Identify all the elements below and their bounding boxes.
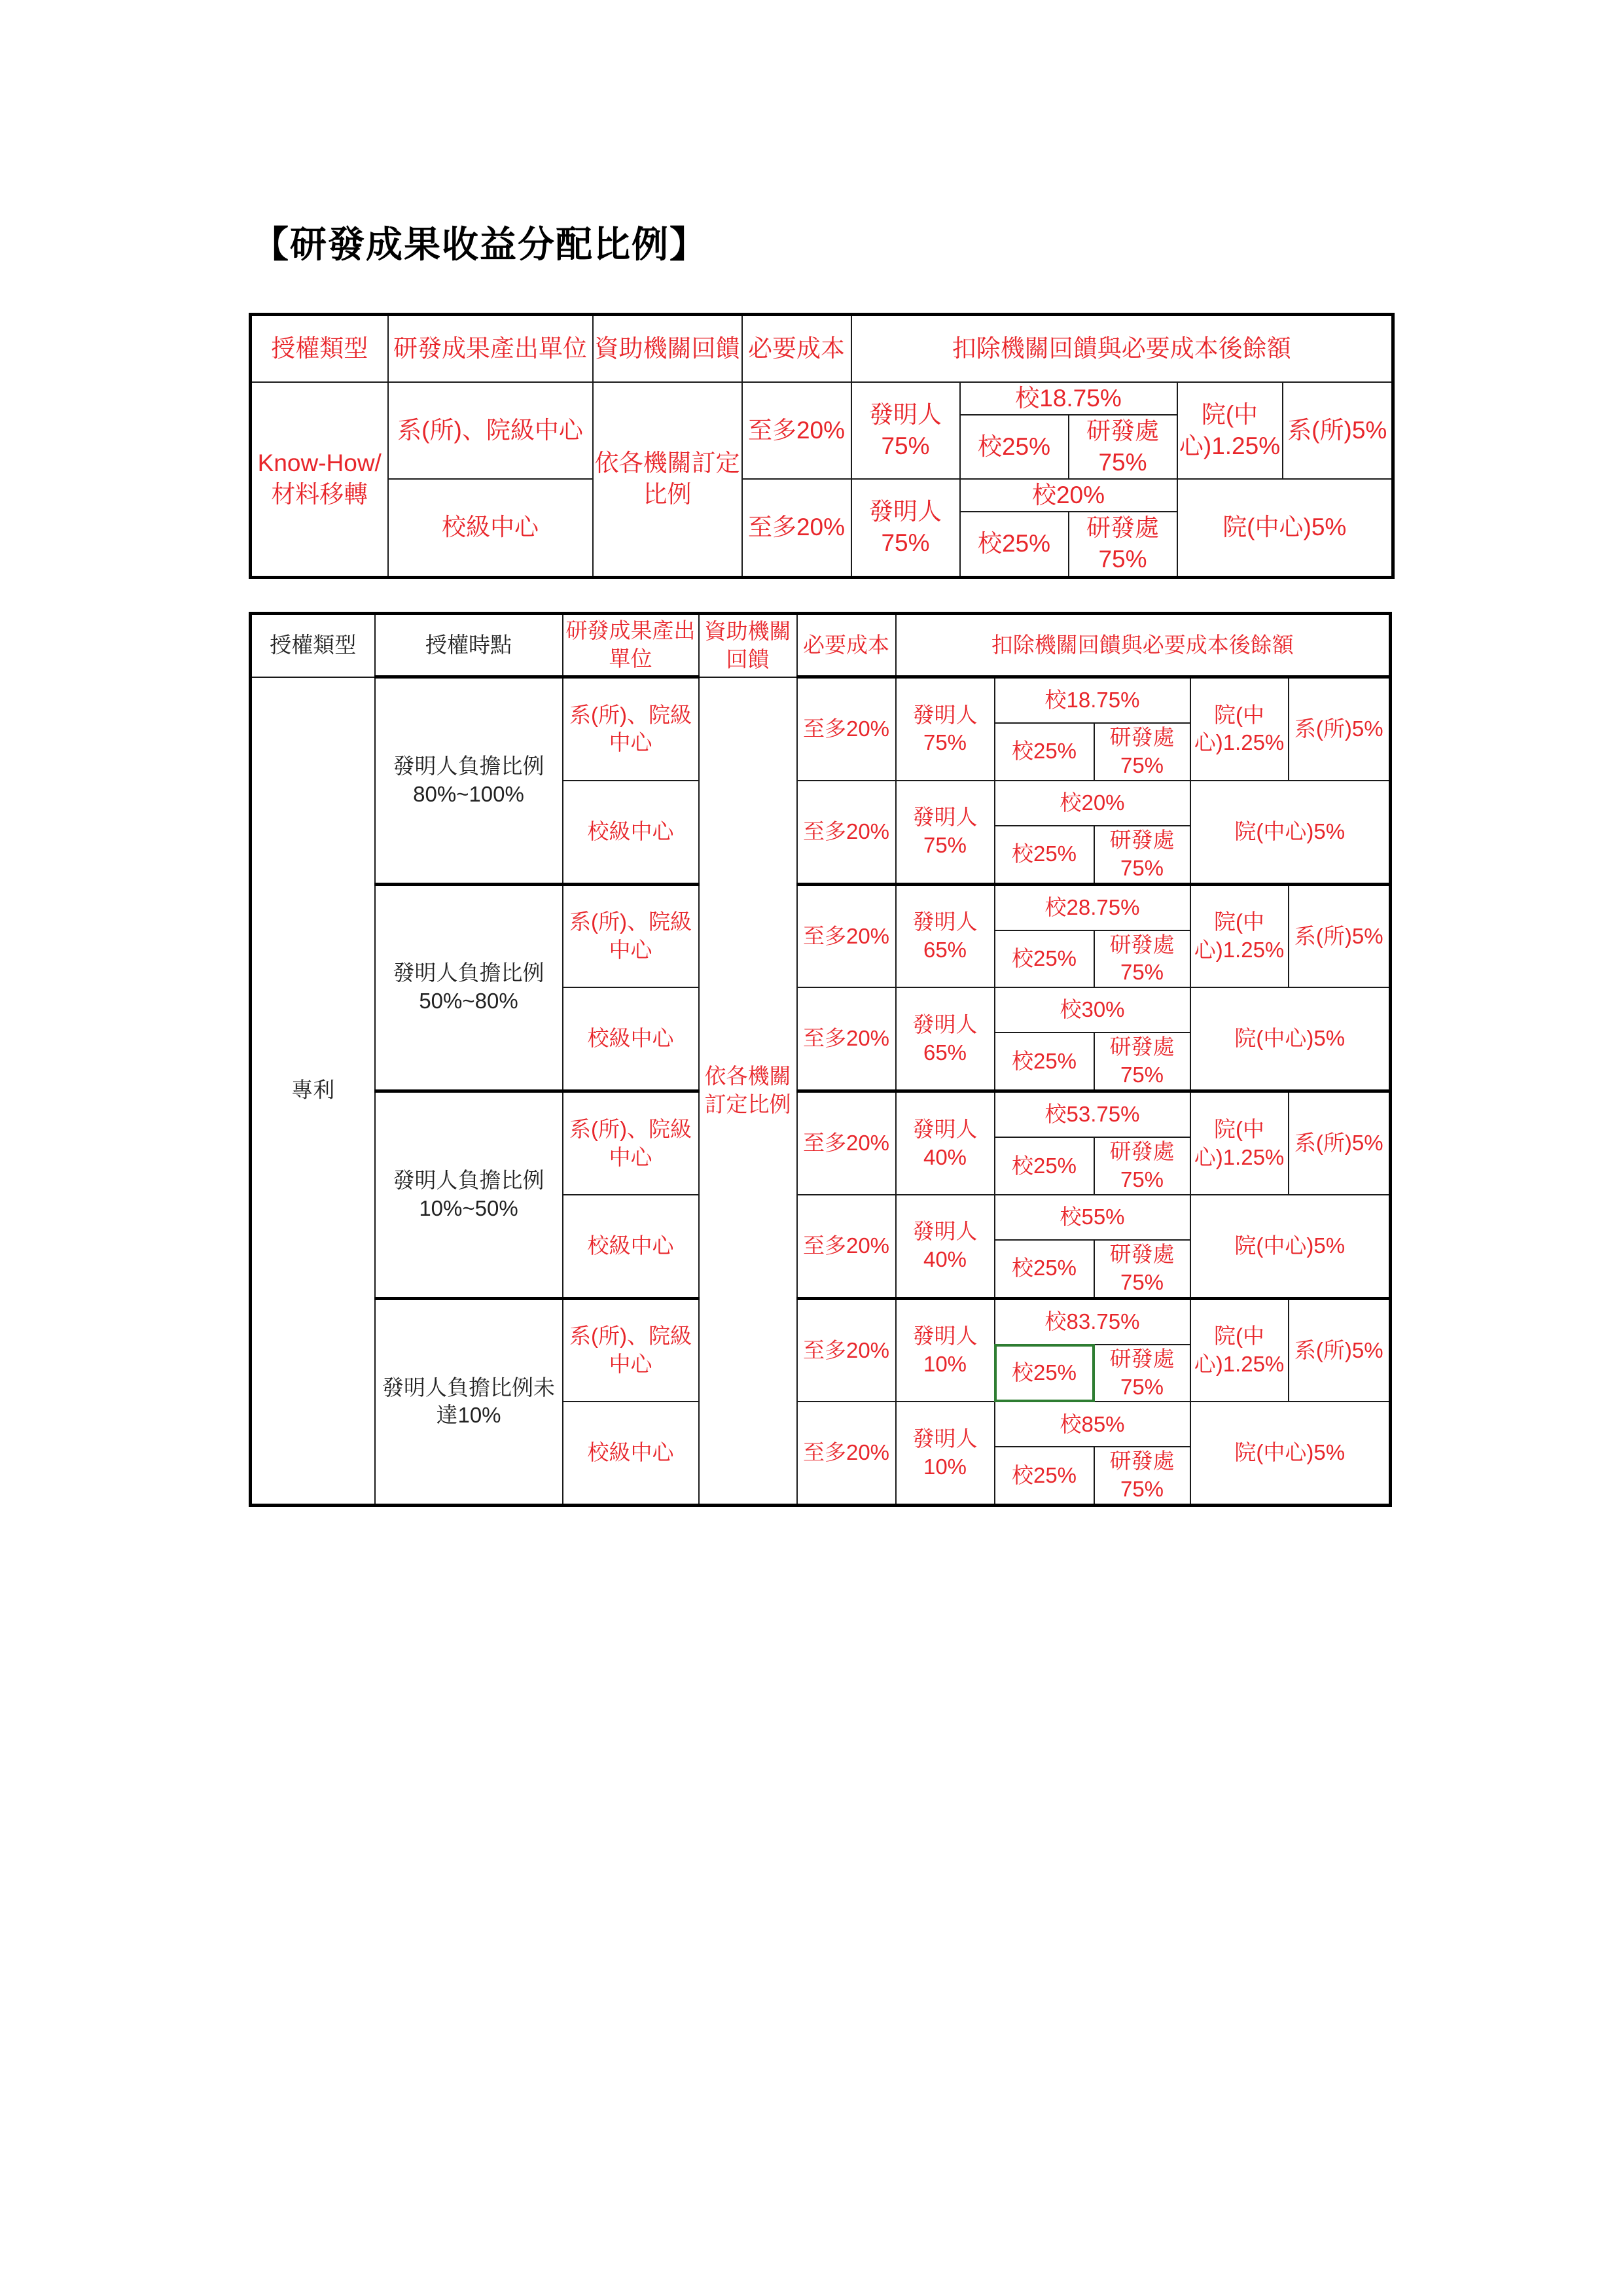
college-share-cell: 院(中心)5% bbox=[1190, 1402, 1391, 1505]
cost-cell: 至多20% bbox=[797, 1402, 896, 1505]
unit-cell: 校級中心 bbox=[563, 1195, 699, 1298]
cost-cell: 至多20% bbox=[742, 479, 851, 577]
unit-cell: 校級中心 bbox=[388, 479, 593, 577]
header-cost: 必要成本 bbox=[797, 614, 896, 677]
unit-cell: 系(所)、院級中心 bbox=[563, 1298, 699, 1402]
rd-office-share-cell: 研發處75% bbox=[1094, 1345, 1190, 1402]
rd-office-share-cell: 研發處75% bbox=[1094, 723, 1190, 781]
college-share-cell: 院(中心)1.25% bbox=[1190, 677, 1289, 781]
college-share-cell: 院(中心)5% bbox=[1177, 479, 1393, 577]
inventor-share-cell: 發明人65% bbox=[896, 884, 995, 987]
school-split-cell: 校25% bbox=[995, 930, 1094, 988]
rd-office-share-cell: 研發處75% bbox=[1094, 1447, 1190, 1505]
inventor-share-cell: 發明人75% bbox=[896, 781, 995, 884]
inventor-share-cell: 發明人75% bbox=[851, 382, 960, 479]
timing-cell: 發明人負擔比例50%~80% bbox=[375, 884, 563, 1091]
inventor-share-cell: 發明人10% bbox=[896, 1298, 995, 1402]
college-share-cell: 院(中心)5% bbox=[1190, 987, 1391, 1091]
license-type-cell: Know-How/材料移轉 bbox=[251, 382, 388, 577]
unit-cell: 系(所)、院級中心 bbox=[563, 1091, 699, 1195]
timing-cell: 發明人負擔比例80%~100% bbox=[375, 677, 563, 885]
unit-cell: 系(所)、院級中心 bbox=[388, 382, 593, 479]
header-remainder: 扣除機關回饋與必要成本後餘額 bbox=[851, 315, 1393, 383]
header-remainder: 扣除機關回饋與必要成本後餘額 bbox=[896, 614, 1391, 677]
college-share-cell: 院(中心)1.25% bbox=[1190, 1091, 1289, 1195]
school-share-cell: 校53.75% bbox=[995, 1091, 1190, 1138]
cost-cell: 至多20% bbox=[797, 1091, 896, 1195]
cost-cell: 至多20% bbox=[797, 1195, 896, 1298]
dept-share-cell: 系(所)5% bbox=[1283, 382, 1393, 479]
inventor-share-cell: 發明人10% bbox=[896, 1402, 995, 1505]
rd-office-share-cell: 研發處75% bbox=[1094, 1137, 1190, 1195]
school-share-cell: 校18.75% bbox=[995, 677, 1190, 724]
cost-cell: 至多20% bbox=[797, 1298, 896, 1402]
school-share-cell: 校20% bbox=[995, 781, 1190, 826]
inventor-share-cell: 發明人65% bbox=[896, 987, 995, 1091]
header-license-type: 授權類型 bbox=[251, 614, 375, 677]
school-share-cell: 校85% bbox=[995, 1402, 1190, 1447]
header-cost: 必要成本 bbox=[742, 315, 851, 383]
school-share-cell: 校20% bbox=[960, 479, 1177, 512]
dept-share-cell: 系(所)5% bbox=[1289, 884, 1391, 987]
inventor-share-cell: 發明人75% bbox=[896, 677, 995, 781]
header-funding: 資助機關回饋 bbox=[593, 315, 742, 383]
rd-office-share-cell: 研發處75% bbox=[1094, 826, 1190, 884]
school-split-cell: 校25% bbox=[995, 1033, 1094, 1091]
page-title: 【研發成果收益分配比例】 bbox=[252, 223, 707, 266]
school-split-cell: 校25% bbox=[995, 723, 1094, 781]
rd-office-share-cell: 研發處75% bbox=[1094, 930, 1190, 988]
inventor-share-cell: 發明人40% bbox=[896, 1195, 995, 1298]
cost-cell: 至多20% bbox=[797, 884, 896, 987]
patent-distribution-table bbox=[249, 612, 1392, 1507]
cost-cell: 至多20% bbox=[742, 382, 851, 479]
unit-cell: 系(所)、院級中心 bbox=[563, 677, 699, 781]
dept-share-cell: 系(所)5% bbox=[1289, 1298, 1391, 1402]
rd-office-share-cell: 研發處75% bbox=[1069, 512, 1177, 577]
header-funding: 資助機關回饋 bbox=[699, 614, 797, 677]
dept-share-cell: 系(所)5% bbox=[1289, 677, 1391, 781]
school-share-cell: 校18.75% bbox=[960, 382, 1177, 415]
dept-share-cell: 系(所)5% bbox=[1289, 1091, 1391, 1195]
school-split-cell: 校25% bbox=[960, 512, 1069, 577]
unit-cell: 校級中心 bbox=[563, 781, 699, 884]
funding-ratio-cell: 依各機關訂定比例 bbox=[699, 677, 797, 1506]
college-share-cell: 院(中心)1.25% bbox=[1190, 1298, 1289, 1402]
header-timing: 授權時點 bbox=[375, 614, 563, 677]
funding-ratio-cell: 依各機關訂定比例 bbox=[593, 382, 742, 577]
school-share-cell: 校55% bbox=[995, 1195, 1190, 1240]
header-license-type: 授權類型 bbox=[251, 315, 388, 383]
school-split-cell: 校25% bbox=[995, 826, 1094, 884]
cost-cell: 至多20% bbox=[797, 987, 896, 1091]
timing-cell: 發明人負擔比例未達10% bbox=[375, 1298, 563, 1506]
cost-cell: 至多20% bbox=[797, 677, 896, 781]
school-split-cell-selected[interactable]: 校25% bbox=[995, 1345, 1094, 1402]
unit-cell: 校級中心 bbox=[563, 1402, 699, 1505]
inventor-share-cell: 發明人75% bbox=[851, 479, 960, 577]
school-split-cell: 校25% bbox=[995, 1240, 1094, 1298]
unit-cell: 校級中心 bbox=[563, 987, 699, 1091]
license-type-cell: 專利 bbox=[251, 677, 375, 1506]
know-how-distribution-table bbox=[249, 313, 1395, 579]
unit-cell: 系(所)、院級中心 bbox=[563, 884, 699, 987]
college-share-cell: 院(中心)5% bbox=[1190, 1195, 1391, 1298]
inventor-share-cell: 發明人40% bbox=[896, 1091, 995, 1195]
college-share-cell: 院(中心)5% bbox=[1190, 781, 1391, 884]
header-unit: 研發成果產出單位 bbox=[563, 614, 699, 677]
cost-cell: 至多20% bbox=[797, 781, 896, 884]
school-split-cell: 校25% bbox=[995, 1137, 1094, 1195]
college-share-cell: 院(中心)1.25% bbox=[1177, 382, 1283, 479]
rd-office-share-cell: 研發處75% bbox=[1094, 1240, 1190, 1298]
school-split-cell: 校25% bbox=[995, 1447, 1094, 1505]
school-share-cell: 校83.75% bbox=[995, 1298, 1190, 1345]
school-share-cell: 校28.75% bbox=[995, 884, 1190, 930]
header-unit: 研發成果產出單位 bbox=[388, 315, 593, 383]
rd-office-share-cell: 研發處75% bbox=[1094, 1033, 1190, 1091]
rd-office-share-cell: 研發處75% bbox=[1069, 415, 1177, 479]
school-share-cell: 校30% bbox=[995, 987, 1190, 1033]
college-share-cell: 院(中心)1.25% bbox=[1190, 884, 1289, 987]
timing-cell: 發明人負擔比例10%~50% bbox=[375, 1091, 563, 1299]
school-split-cell: 校25% bbox=[960, 415, 1069, 479]
